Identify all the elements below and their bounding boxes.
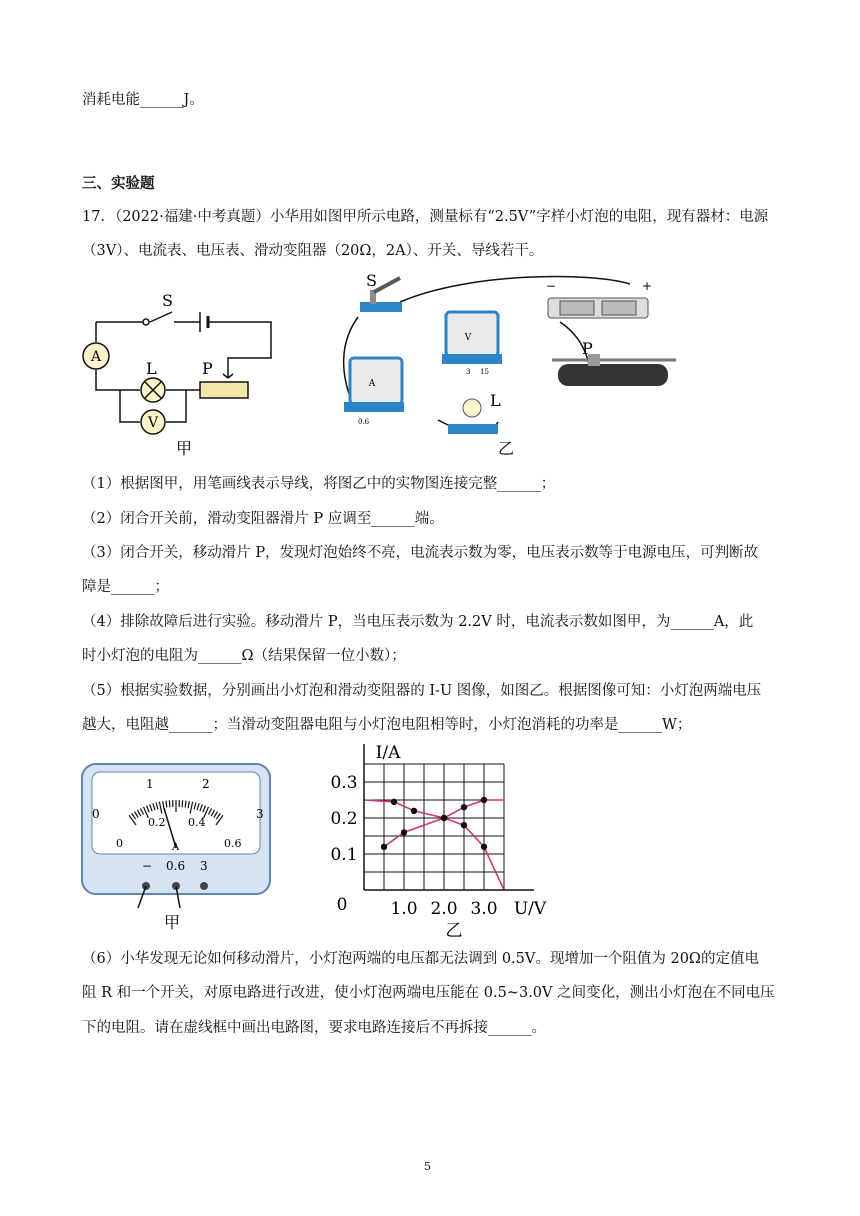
lamp-label: L — [146, 359, 157, 378]
ammeter-term: 0.6 — [358, 418, 370, 426]
q17-sub3b: 障是______； — [82, 579, 169, 595]
q17-line2: （3V）、电流表、电压表、滑动变阻器（20Ω，2A）、开关、导线若干。 — [82, 243, 544, 259]
top-tick-3: 3 — [256, 807, 264, 821]
y-tick-label: 0.1 — [330, 845, 358, 865]
iu-chart — [306, 738, 556, 938]
terminal-06: 0.6 — [166, 859, 186, 873]
ammeter-unit: A — [368, 379, 376, 389]
q17-sub4a: （4）排除故障后进行实验。移动滑片 P，当电压表示数为 2.2V 时，电流表示数如图甲，为______A，此 — [82, 614, 754, 630]
page-number: 5 — [424, 1160, 431, 1173]
y-tick-label: 0.3 — [330, 773, 358, 793]
series-0-point — [481, 844, 487, 850]
q17-sub3a: （3）闭合开关，移动滑片 P，发现灯泡始终不亮，电流表示数为零，电压表示数等于电源电压，可判断故 — [82, 545, 759, 561]
physical-circuit — [330, 262, 690, 462]
slider-label: P — [202, 359, 213, 378]
x-tick-label: 3.0 — [470, 899, 498, 919]
ammeter-dial — [80, 762, 280, 934]
series-0-point — [391, 799, 397, 805]
ammeter-symbol-label: A — [90, 349, 102, 365]
x-tick-label: 1.0 — [390, 899, 418, 919]
q17-sub5b: 越大，电阻越______；当滑动变阻器电阻与小灯泡电阻相等时，小灯泡消耗的功率是______W； — [82, 717, 692, 733]
voltmeter-unit: V — [464, 333, 472, 343]
voltmeter-symbol-label: V — [147, 415, 159, 431]
series-1-point — [461, 804, 467, 810]
figure-caption: 甲 — [176, 439, 193, 458]
voltmeter-term-3: 3 — [466, 368, 471, 376]
q17-sub6a: （6）小华发现无论如何移动滑片，小灯泡两端的电压都无法调到 0.5V。现增加一个阻值为 20Ω的定值电 — [82, 951, 759, 967]
terminal-3: 3 — [200, 859, 208, 873]
series-0-point — [411, 808, 417, 814]
voltmeter-term-15: 15 — [480, 368, 489, 376]
dial-unit: A — [172, 842, 180, 853]
y-tick-label: 0.2 — [330, 809, 358, 829]
bottom-tick-06: 0.6 — [224, 837, 242, 850]
q17-sub5a: （5）根据实验数据，分别画出小灯泡和滑动变阻器的 I-U 图像，如图乙。根据图像可知：小灯泡两端电压 — [82, 683, 762, 699]
top-tick-2: 2 — [202, 777, 210, 791]
top-tick-1: 1 — [146, 777, 154, 791]
series-1-point — [381, 844, 387, 850]
section-title: 三、实验题 — [82, 176, 155, 192]
lamp-L-label: L — [490, 391, 501, 410]
bottom-tick-04: 0.4 — [188, 816, 206, 829]
series-1-point — [481, 797, 487, 803]
bottom-tick-02: 0.2 — [148, 816, 166, 829]
q17-sub2: （2）闭合开关前，滑动变阻器滑片 P 应调至______端。 — [82, 511, 444, 527]
battery-minus: − — [546, 279, 557, 293]
switch-label: S — [162, 291, 173, 310]
y-axis-label: I/A — [375, 743, 401, 763]
figure-caption: 乙 — [498, 439, 515, 458]
q17-sub6b: 阻 R 和一个开关，对原电路进行改进，使小灯泡两端电压能在 0.5~3.0V 之间变化，测出小灯泡在不同电压 — [82, 985, 775, 1001]
x-tick-label: 2.0 — [430, 899, 458, 919]
series-1-point — [401, 829, 407, 835]
bottom-tick-0: 0 — [116, 837, 123, 850]
origin-label: 0 — [336, 895, 348, 915]
circuit-diagram — [78, 282, 288, 460]
rheostat-P-label: P — [582, 339, 593, 358]
q17-line1: 17．（2022·福建·中考真题）小华用如图甲所示电路，测量标有“2.5V”字样小灯泡的电阻，现有器材：电源 — [82, 209, 769, 225]
dial-tick — [182, 800, 183, 807]
q17-sub6c: 下的电阻。请在虚线框中画出电路图，要求电路连接后不再拆接______。 — [82, 1020, 546, 1036]
x-axis-label: U/V — [513, 899, 547, 919]
series-0-point — [461, 822, 467, 828]
q17-sub1: （1）根据图甲，用笔画线表示导线，将图乙中的实物图连接完整______； — [82, 476, 556, 492]
battery-plus: + — [642, 279, 653, 293]
chart-caption: 乙 — [445, 921, 463, 938]
switch-S-label: S — [366, 271, 377, 290]
previous-question-tail: 消耗电能______J。 — [82, 92, 204, 108]
dial-tick — [169, 800, 170, 807]
terminal-minus: − — [142, 859, 153, 873]
figure-caption: 甲 — [164, 913, 181, 932]
top-tick-0: 0 — [92, 807, 100, 821]
series-1-point — [441, 815, 447, 821]
q17-sub4b: 时小灯泡的电阻为______Ω（结果保留一位小数）； — [82, 648, 406, 664]
